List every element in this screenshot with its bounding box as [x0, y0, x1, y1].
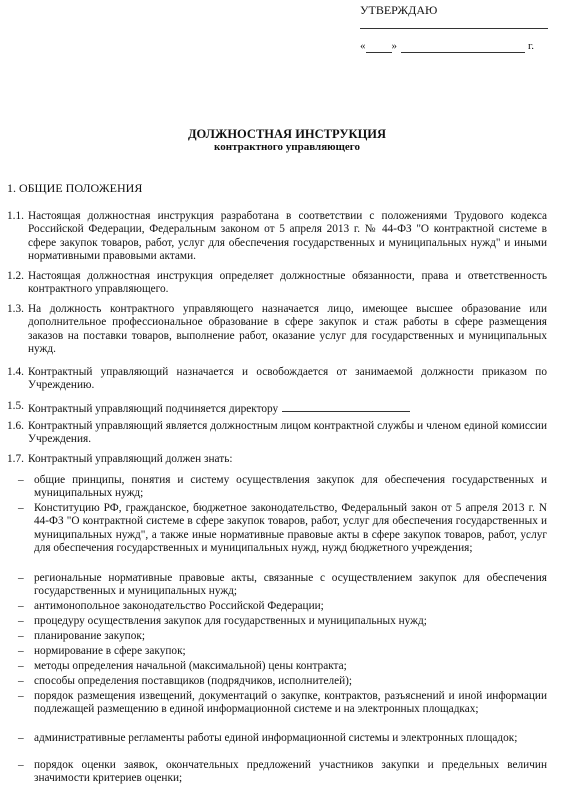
- paragraph-text: Настоящая должностная инструкция определяет должностные обязанности, права и ответственность контрактного управляющего.: [28, 270, 547, 296]
- paragraph-number: 1.5.: [7, 400, 24, 412]
- paragraph-1-7: [7, 453, 547, 466]
- list-item-text: нормирование в сфере закупок;: [34, 645, 186, 657]
- list-marker: –: [18, 600, 24, 612]
- paragraph-number: 1.3.: [7, 303, 24, 315]
- director-name-blank: [282, 400, 410, 412]
- list-item: [18, 732, 547, 745]
- paragraph-text: На должность контрактного управляющего назначается лицо, имеющее высшее образование или дополнительное профессиональное образование в сфере закупок и стаж работы в сфере размещения заказов на поставки товаров, выполнение работ, оказание услуг для государственных и муниципальных нужд.: [28, 303, 547, 356]
- list-item-text: порядок размещения извещений, документаций о закупке, контрактов, разъяснений и иной информации подлежащей размещению в единой информационной системе и на электронных площадках;: [34, 690, 547, 716]
- month-blank: [401, 40, 525, 53]
- paragraph-1-1: [7, 210, 547, 264]
- list-item-text: административные регламенты работы единой информационной системы и электронных площадок;: [34, 732, 518, 744]
- paragraph-number: 1.1.: [7, 210, 24, 222]
- paragraph-text: Контрактный управляющий является должностным лицом контрактной службы и членом единой комиссии Учреждения.: [28, 420, 547, 446]
- approval-label: УТВЕРЖДАЮ: [360, 3, 438, 17]
- paragraph-1-4: [7, 366, 547, 393]
- list-item-text: процедуру осуществления закупок для государственных и муниципальных нужд;: [34, 615, 427, 627]
- paragraph-1-5: [7, 400, 547, 416]
- list-item: [18, 759, 547, 786]
- list-marker: –: [18, 759, 24, 771]
- list-item-text: общие принципы, понятия и систему осуществления закупок для обеспечения государственных и муниципальных нужд;: [34, 474, 547, 500]
- document-title: ДОЛЖНОСТНАЯ ИНСТРУКЦИЯ: [187, 127, 387, 141]
- paragraph-text-wrap: [28, 400, 547, 416]
- signature-line: [360, 28, 548, 29]
- list-item: [18, 600, 547, 613]
- quote-open: «: [360, 40, 366, 52]
- year-suffix: г.: [528, 40, 535, 52]
- list-marker: –: [18, 675, 24, 687]
- list-item-text: Конституцию РФ, гражданское, бюджетное законодательство, Федеральный закон от 5 апреля 2013 г. N 44-ФЗ "О контрактной системе в сфере закупок товаров, работ, услуг для обеспечения государственных и муниципальных нужд", а также иные нормативные правовые акты в сфере закупок товаров, работ, услуг для обеспечения государственных и муниципальных нужд, нужд бюджетного учреждения;: [34, 502, 547, 555]
- paragraph-text: Контрактный управляющий подчиняется директору: [28, 403, 279, 415]
- paragraph-number: 1.7.: [7, 453, 24, 465]
- list-marker: –: [18, 572, 24, 584]
- list-item-text: антимонопольное законодательство Российской Федерации;: [34, 600, 324, 612]
- list-item: [18, 572, 547, 599]
- paragraph-text: Контрактный управляющий назначается и освобождается от занимаемой должности приказом по Учреждению.: [28, 366, 547, 392]
- list-marker: –: [18, 660, 24, 672]
- list-marker: –: [18, 630, 24, 642]
- list-marker: –: [18, 474, 24, 486]
- paragraph-text: Настоящая должностная инструкция разработана в соответствии с положениями Трудового кодекса Российской Федерации, Федеральным законом от 5 апреля 2013 г. № 44-ФЗ "О контрактной системе в сфере закупок товаров, работ, услуг для обеспечения государственных и муниципальных нужд" и иными нормативными правовыми актами.: [28, 210, 547, 263]
- quote-close: »: [391, 40, 397, 52]
- list-item: [18, 474, 547, 501]
- section-heading: 1. ОБЩИЕ ПОЛОЖЕНИЯ: [7, 181, 143, 195]
- list-marker: –: [18, 732, 24, 744]
- list-item: [18, 675, 547, 688]
- list-item: [18, 660, 547, 673]
- list-item-text: способы определения поставщиков (подрядчиков, исполнителей);: [34, 675, 353, 687]
- paragraph-1-3: [7, 303, 547, 357]
- approval-block: [360, 2, 550, 53]
- list-item-text: региональные нормативные правовые акты, связанные с осуществлением закупок для обеспечения государственных и муниципальных нужд;: [34, 572, 547, 598]
- list-marker: –: [18, 690, 24, 702]
- list-item-text: методы определения начальной (максимальной) цены контракта;: [34, 660, 347, 672]
- list-marker: –: [18, 645, 24, 657]
- list-item: [18, 615, 547, 628]
- document-subtitle: контрактного управляющего: [214, 141, 360, 153]
- paragraph-1-2: [7, 270, 547, 297]
- list-marker: –: [18, 502, 24, 514]
- list-item: [18, 690, 547, 717]
- list-item-text: планирование закупок;: [34, 630, 145, 642]
- paragraph-1-6: [7, 420, 547, 447]
- paragraph-number: 1.4.: [7, 366, 24, 378]
- list-item: [18, 502, 547, 556]
- paragraph-number: 1.2.: [7, 270, 24, 282]
- day-blank: [366, 40, 392, 53]
- list-item: [18, 645, 547, 658]
- paragraph-number: 1.6.: [7, 420, 24, 432]
- list-item: [18, 630, 547, 643]
- list-item-text: порядок оценки заявок, окончательных предложений участников закупки и предельных величин значимости критериев оценки;: [34, 759, 547, 785]
- paragraph-text: Контрактный управляющий должен знать:: [28, 453, 233, 465]
- approval-date-row: [360, 39, 550, 53]
- list-marker: –: [18, 615, 24, 627]
